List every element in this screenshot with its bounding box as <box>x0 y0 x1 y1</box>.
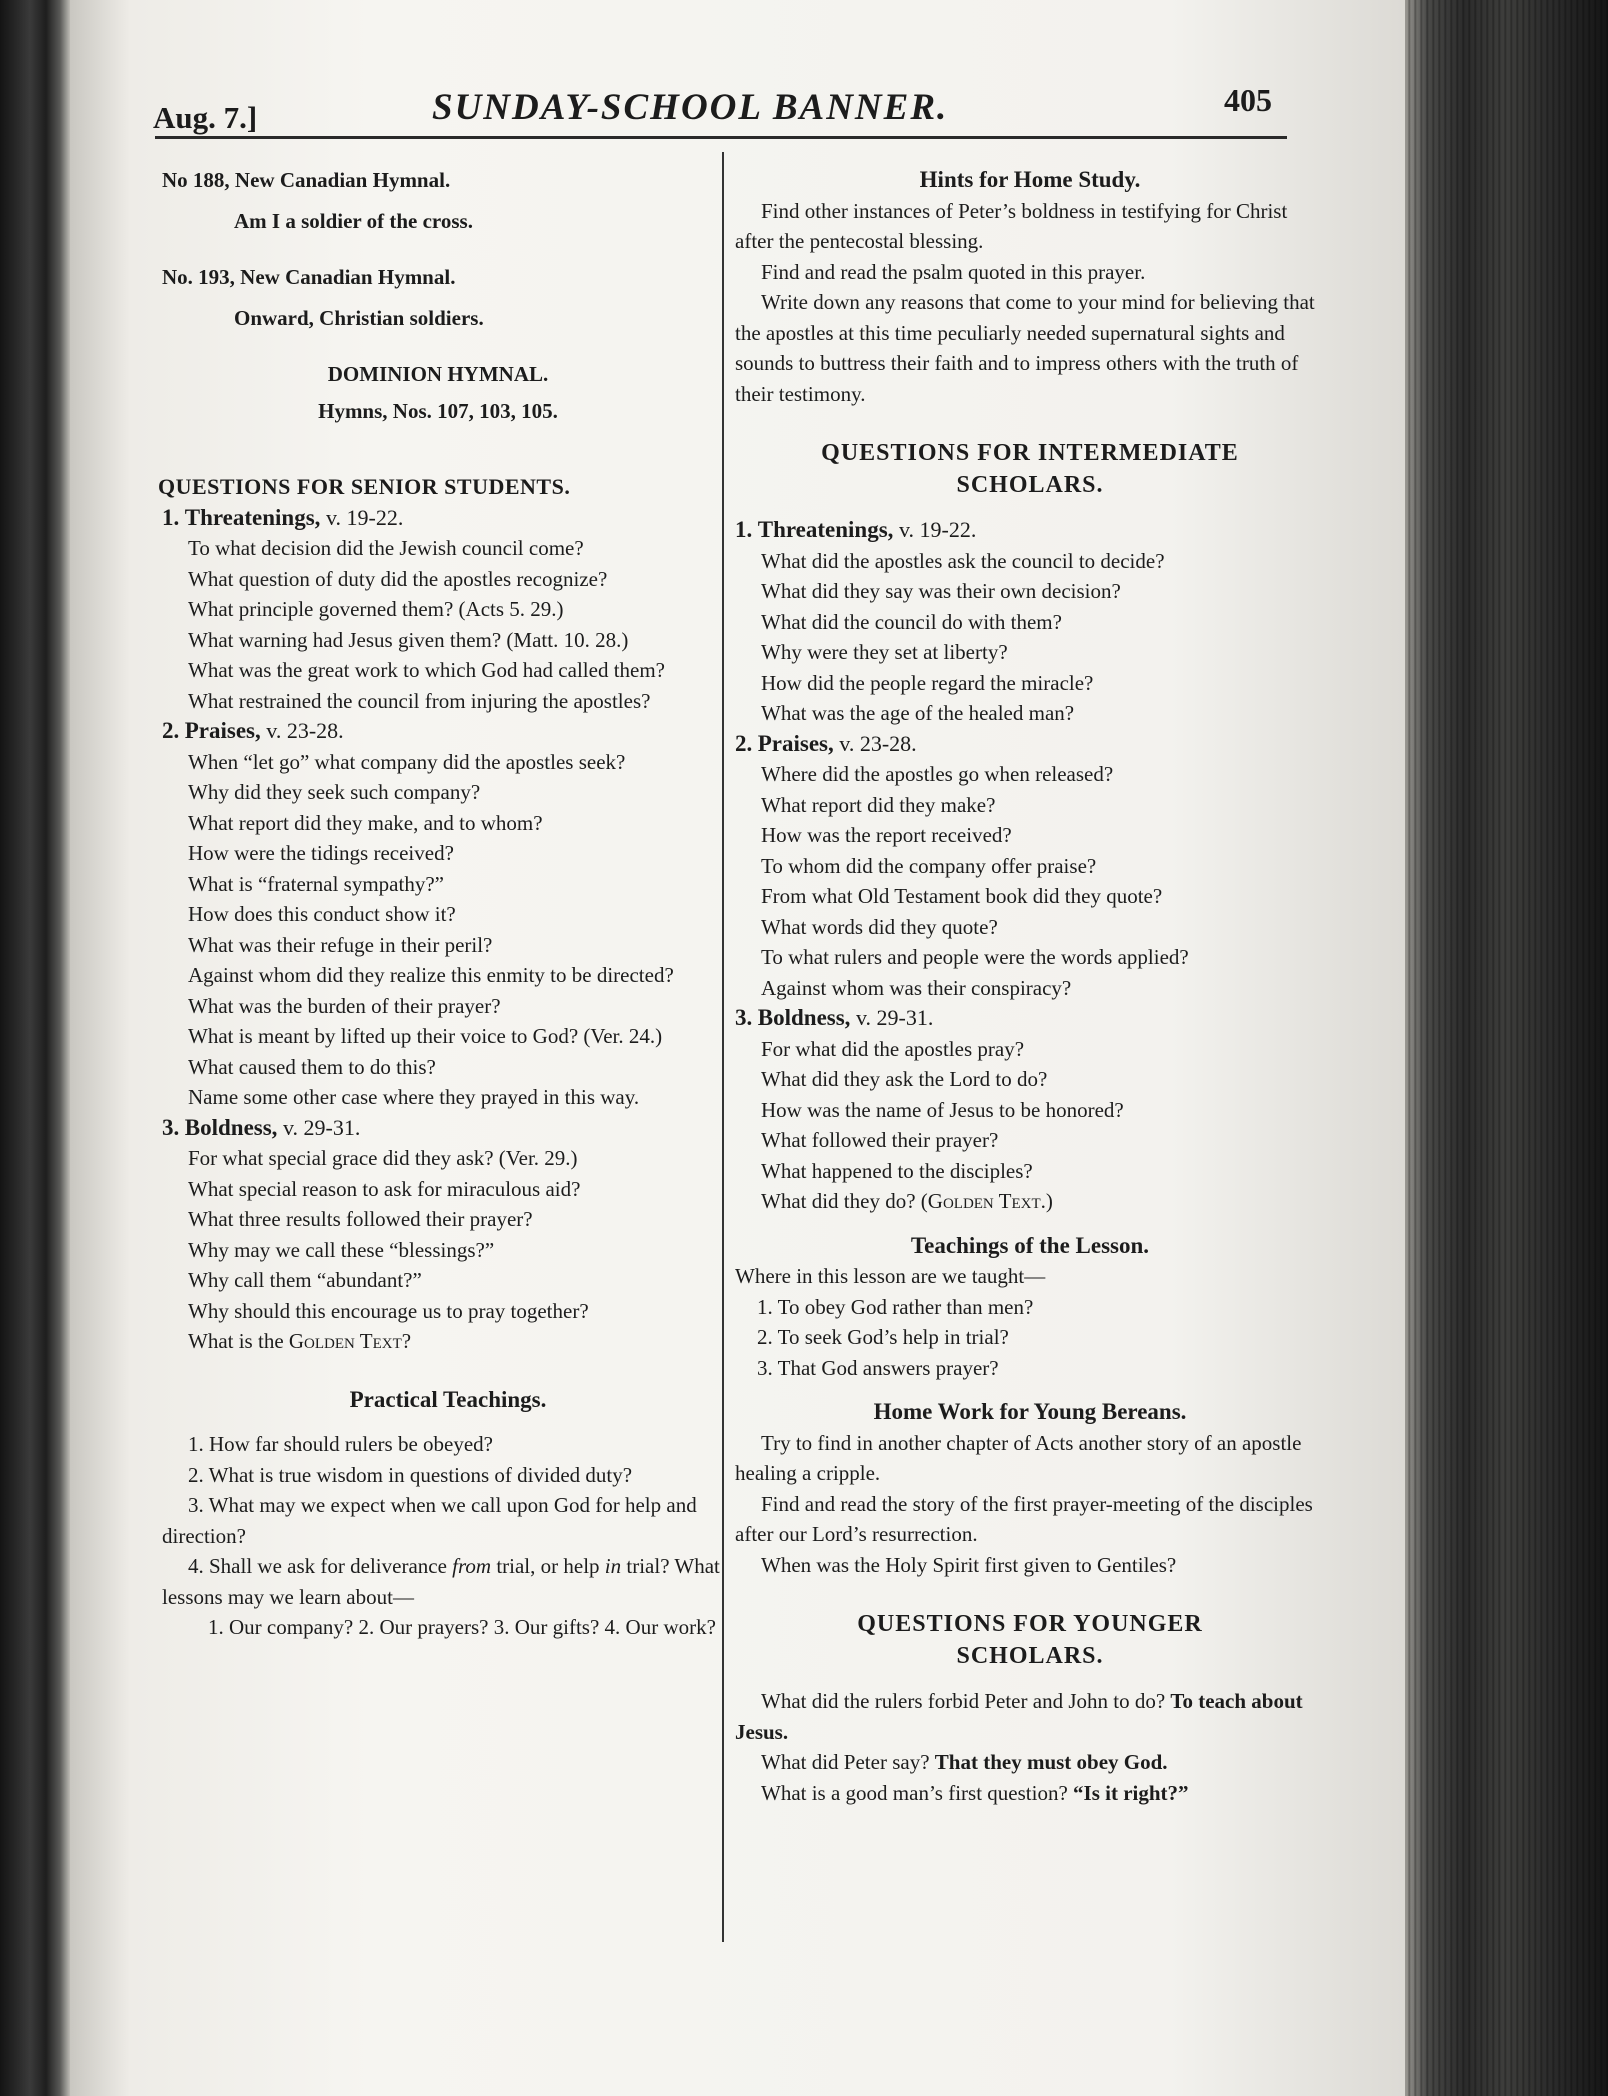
section-heading: 3. Boldness, v. 29-31. <box>162 1114 361 1140</box>
question-with-answer: What did the rulers forbid Peter and John to do? To teach about Jesus. <box>735 1689 1303 1744</box>
left-column <box>158 165 734 1643</box>
section-heading: 1. Threatenings, v. 19-22. <box>735 517 977 542</box>
hint-item: Find other instances of Peter’s boldness in testifying for Christ after the pentecostal blessing. <box>735 198 1288 253</box>
issue-date: Aug. 7.] <box>153 100 258 135</box>
home-work-item: Find and read the story of the first prayer-meeting of the disciples after our Lord’s resurrection. <box>735 1491 1313 1546</box>
header-rule <box>155 136 1287 139</box>
hymn-title: Am I a soldier of the cross. <box>234 208 473 233</box>
senior-questions-heading: QUESTIONS FOR SENIOR STUDENTS. <box>158 474 571 499</box>
question: Against whom did they realize this enmity to be directed? <box>188 963 674 987</box>
hints-heading: Hints for Home Study. <box>919 167 1141 192</box>
question: What restrained the council from injuring the apostles? <box>188 688 651 713</box>
question: For what did the apostles pray? <box>761 1036 1025 1061</box>
question: What warning had Jesus given them? (Matt. 10. 28.) <box>188 627 629 652</box>
question: What did they say was their own decision? <box>761 579 1121 603</box>
dominion-hymnal-heading: DOMINION HYMNAL. <box>327 362 549 386</box>
dominion-hymn-numbers: Hymns, Nos. 107, 103, 105. <box>318 398 558 423</box>
question: How does this conduct show it? <box>188 902 456 926</box>
question: What did they do? (Golden Text.) <box>761 1189 1053 1213</box>
home-work-item: When was the Holy Spirit first given to Gentiles? <box>761 1552 1177 1577</box>
question: What did the apostles ask the council to decide? <box>761 548 1165 573</box>
question: What did the council do with them? <box>761 609 1062 634</box>
younger-questions-heading: QUESTIONS FOR YOUNGER SCHOLARS. <box>857 1611 1203 1669</box>
teaching-item: 1. To obey God rather than men? <box>757 1294 1034 1319</box>
question: Against whom was their conspiracy? <box>761 975 1072 1000</box>
question: What words did they quote? <box>761 914 998 939</box>
question: Why call them “abundant?” <box>188 1268 422 1292</box>
question-with-answer: What is a good man’s first question? “Is it right?” <box>761 1780 1189 1805</box>
question: What is the Golden Text? <box>188 1329 412 1353</box>
lesson-list: 1. Our company? 2. Our prayers? 3. Our gifts? 4. Our work? <box>208 1615 716 1639</box>
intermediate-questions-heading: QUESTIONS FOR INTERMEDIATE SCHOLARS. <box>821 440 1239 498</box>
question: How was the name of Jesus to be honored? <box>761 1097 1124 1122</box>
question: To whom did the company offer praise? <box>761 853 1097 878</box>
question: What caused them to do this? <box>188 1054 436 1079</box>
question: Where did the apostles go when released? <box>761 762 1114 786</box>
practical-teachings-heading: Practical Teachings. <box>349 1386 547 1412</box>
teachings-heading: Teachings of the Lesson. <box>910 1232 1150 1258</box>
teaching-item: 1. How far should rulers be obeyed? <box>188 1432 493 1456</box>
question: What report did they make? <box>761 792 996 817</box>
question: How was the report received? <box>761 823 1012 847</box>
publication-title: SUNDAY-SCHOOL BANNER. <box>432 87 949 128</box>
running-head <box>150 78 1290 138</box>
question: What followed their prayer? <box>761 1128 999 1152</box>
section-heading: 2. Praises, v. 23-28. <box>162 718 344 743</box>
question: How were the tidings received? <box>188 841 454 865</box>
question: How did the people regard the miracle? <box>761 670 1094 695</box>
teaching-item: 3. What may we expect when we call upon God for help and direction? <box>162 1493 697 1548</box>
question: Why were they set at liberty? <box>761 640 1008 664</box>
section-heading: 3. Boldness, v. 29-31. <box>735 1005 934 1030</box>
question: Name some other case where they prayed in this way. <box>188 1085 640 1109</box>
question: Why may we call these “blessings?” <box>188 1237 495 1262</box>
teaching-item: 2. To seek God’s help in trial? <box>757 1325 1009 1349</box>
teaching-item: 4. Shall we ask for deliverance from trial, or help in trial? What lessons may we learn about— <box>162 1554 720 1609</box>
question: What principle governed them? (Acts 5. 29.) <box>188 597 564 621</box>
teaching-item: 2. What is true wisdom in questions of divided duty? <box>188 1462 633 1487</box>
hint-item: Write down any reasons that come to your mind for believing that the apostles at this time peculiarly needed supernatural sights and sounds to buttress their faith and to impress others with the truth of their testimony. <box>735 290 1315 406</box>
question: What was the burden of their prayer? <box>188 993 501 1018</box>
question: When “let go” what company did the apostles seek? <box>188 749 626 774</box>
question: What is meant by lifted up their voice to God? (Ver. 24.) <box>188 1024 663 1048</box>
question: From what Old Testament book did they quote? <box>761 884 1163 908</box>
question: What was their refuge in their peril? <box>188 932 493 957</box>
question: What did they ask the Lord to do? <box>761 1067 1048 1091</box>
question: Why did they seek such company? <box>188 780 481 804</box>
question: What is “fraternal sympathy?” <box>188 871 444 896</box>
page-number: 405 <box>1224 82 1272 118</box>
scan-edge-left <box>0 0 70 2096</box>
question: What three results followed their prayer? <box>188 1207 533 1231</box>
question: What special reason to ask for miraculous aid? <box>188 1176 581 1201</box>
hymn-title: Onward, Christian soldiers. <box>234 305 484 330</box>
question: For what special grace did they ask? (Ver. 29.) <box>188 1146 578 1170</box>
book-page-edges <box>1405 0 1608 2096</box>
question: What was the great work to which God had called them? <box>188 658 666 682</box>
section-heading: 1. Threatenings, v. 19-22. <box>162 504 404 530</box>
hint-item: Find and read the psalm quoted in this prayer. <box>761 259 1146 284</box>
question: What happened to the disciples? <box>761 1158 1033 1183</box>
question: What question of duty did the apostles recognize? <box>188 566 608 591</box>
teachings-intro: Where in this lesson are we taught— <box>735 1264 1046 1288</box>
right-column <box>735 165 1325 1808</box>
hymn-reference: No. 193, New Canadian Hymnal. <box>162 265 456 289</box>
question: To what rulers and people were the words applied? <box>761 945 1189 969</box>
home-work-heading: Home Work for Young Bereans. <box>873 1399 1187 1424</box>
question-with-answer: What did Peter say? That they must obey God. <box>761 1750 1168 1774</box>
section-heading: 2. Praises, v. 23-28. <box>735 730 917 756</box>
hymn-reference: No 188, New Canadian Hymnal. <box>162 168 451 192</box>
question: What was the age of the healed man? <box>761 701 1075 725</box>
question: What report did they make, and to whom? <box>188 810 543 835</box>
question: Why should this encourage us to pray together? <box>188 1298 589 1323</box>
home-work-item: Try to find in another chapter of Acts another story of an apostle healing a cripple. <box>735 1430 1302 1485</box>
question: To what decision did the Jewish council come? <box>188 536 584 560</box>
teaching-item: 3. That God answers prayer? <box>757 1355 999 1380</box>
